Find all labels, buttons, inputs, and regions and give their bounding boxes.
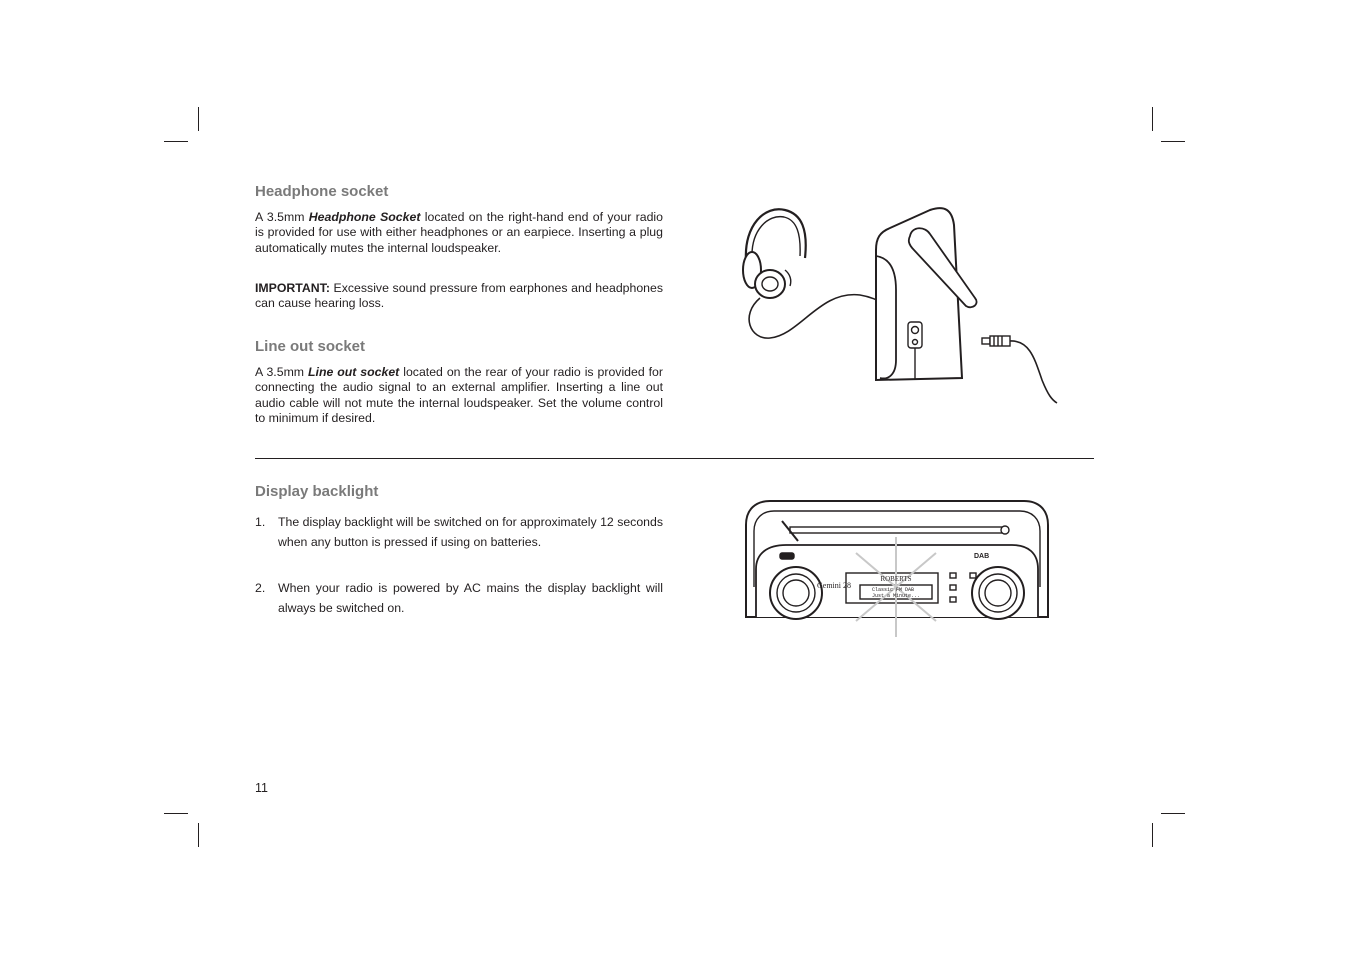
crop-mark [1152,823,1153,847]
crop-mark [1152,107,1153,131]
crop-mark [198,823,199,847]
crop-mark [198,107,199,131]
important-warning: IMPORTANT: Excessive sound pressure from earphones and headphones can cause hearing loss. [255,281,663,311]
headphone-paragraph: A 3.5mm Headphone Socket located on the right-hand end of your radio is provided for use with either headphones or an earpiece. Inserting a plug automatically mutes the internal loudspeaker. [255,210,663,255]
heading-display-backlight: Display backlight [255,483,379,500]
radio-front-illustration [742,497,1052,637]
radio-model: Gemini 28 [817,581,851,590]
crop-mark [164,813,188,814]
headphone-radio-illustration [730,200,1070,415]
radio-brand: ROBERTS [880,575,912,583]
crop-mark [1161,141,1185,142]
section-divider [255,458,1094,459]
crop-mark [1161,813,1185,814]
page-number: 11 [255,781,268,795]
crop-mark [164,141,188,142]
radio-display-line2: Just a Minute... [872,593,921,599]
radio-display-line1: Classic FM DAB [872,587,915,593]
heading-line-out-socket: Line out socket [255,338,366,355]
lineout-paragraph: A 3.5mm Line out socket located on the rear of your radio is provided for connecting the audio signal to an external amplifier. Inserting a line out audio cable will not mute the internal loudspeaker. Set the volume control to minimum if desired. [255,365,663,426]
heading-headphone-socket: Headphone socket [255,183,389,200]
dab-logo: DAB [974,553,990,560]
